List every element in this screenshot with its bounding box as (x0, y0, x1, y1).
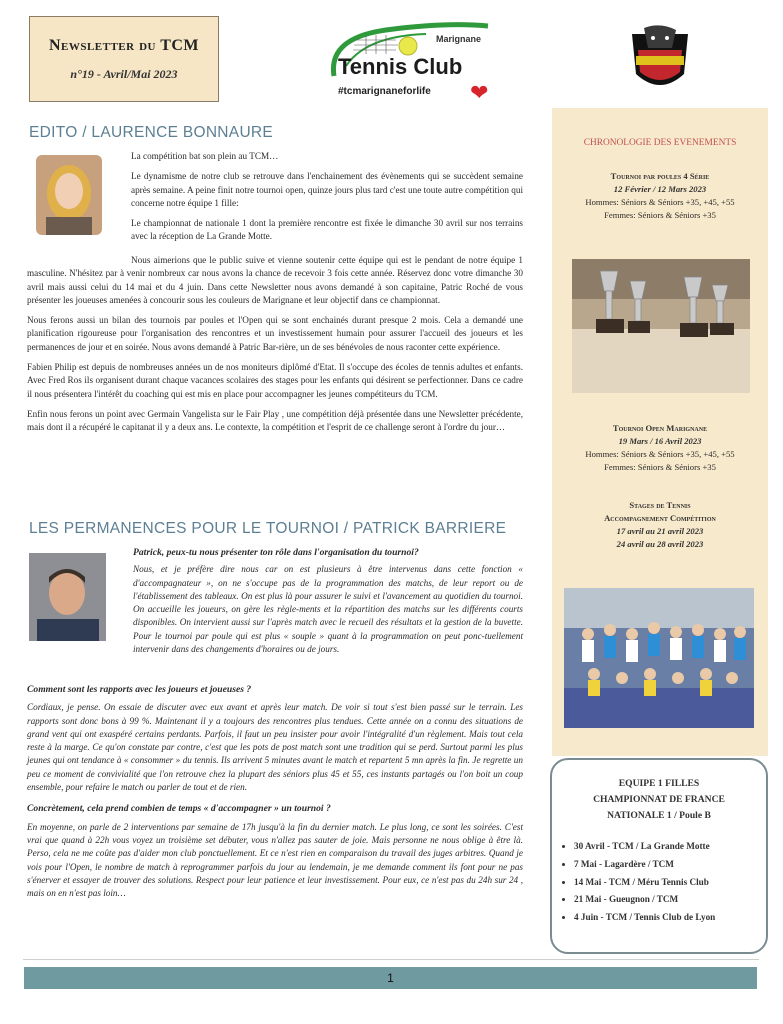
portrait-woman-icon (36, 155, 102, 235)
heart-icon: ❤ (470, 80, 489, 105)
event-pool-tournament (552, 170, 768, 222)
event-name: Accompagnement Compétition (604, 513, 716, 523)
issue-number: n°19 - Avril/Mai 2023 (70, 67, 178, 81)
team-schedule-box (550, 758, 768, 954)
match-item: • 21 Mai - Gueugnon / TCM (574, 891, 766, 909)
edito-body (27, 254, 523, 442)
team-schedule-heading (552, 776, 766, 824)
interview-body (27, 683, 523, 907)
event-categories: Femmes: Séniors & Séniors +35 (604, 462, 716, 472)
edito-paragraph: Le championnat de nationale 1 dont la première rencontre est fixée le dimanche 30 avril sur nos terrains avec la réception de La Grande Motte. (131, 218, 523, 242)
match-list (552, 838, 766, 927)
club-hashtag: #tcmarignaneforlife (338, 86, 431, 97)
interview-question: Concrètement, cela prend combien de temps « d'accompagner » un tournoi ? (27, 803, 331, 815)
interview-answer: Nous, et je préfère dire nous car on est plusieurs à être intervenus dans cette fonction « d'accompagnateur », on ne s'occupe pas de la programmation des matchs, de leur report ou de l'établissement des tableaux. On est plus là pour assurer le suivi et l'avancement au quotidien du tournoi. On accueille les joueurs, on gère les règle-ments et la répartition des matchs sur les différents courts disponibles. On intervient aussi sur l'après match avec le recueil des résultats et la gestion de la buvette. Pour le tournoi par poule qui est plus « souple » quant à la programmation on peut ponc-tuellement intervenir dans des changements d'horaires ou de jours. (133, 564, 523, 655)
interview-question: Patrick, peux-tu nous présenter ton rôle dans l'organisation du tournoi? (133, 547, 419, 558)
interview-answer: En moyenne, on parle de 2 interventions par semaine de 17h jusqu'à la fin du dernier match. Le plus long, ce sont les soirées. C'est vrai que quand à 22h vous voyez un troisième set débuter, vous n'allez pas sauter de joie. Mais personne ne nous oblige à être là. Perso, cela ne me coûte pas d'aider mon club ponctuellement. Et ce n'est rien en comparaison du travail des juges arbitres. Quand je vois pour l'Open, le nombre de match à reprogrammer parfois du jour au lendemain, je me demande comment ils font pour ne pas s'énerver et essayer de trouver des solutions. Respect pour leur patience et leur investissement. Pour eux, ce n'est pas du 24h sur 24 , mais on en n'est pas loin… (27, 821, 523, 899)
interview-answer: Cordiaux, je pense. On essaie de discuter avec eux avant et après leur match. De voir si tout s'est bien passé sur le terrain. Les rapports sont donc bons à 99 %. Maintenant il y a toujours des rencontres plus tendues. Cette année on a connu des situations de grand vent qui ont exaspéré certains perdants. Parfois, il faut un peu insister pour avoir l'intégralité d'un règlement. Mais tout cela reste à la marge. Ce qu'on constate par contre, c'est que les pots de post match sont une tradition qui se perd. Surtout parmi les plus jeunes qui ont tendance à « consommer » du tennis. Ils arrivent 5 minutes avant le match et repartent 5 mn après la fin. Je regrette un peu ce moment de convivialité que l'on retrouve chez la plupart des séniors plus 45 et 55, ces instants partagés ou l'on boit un coup ensemble, pour refaire le match ou parler de tout et de rien. (27, 702, 523, 793)
championship-name: CHAMPIONNAT DE FRANCE (593, 794, 725, 805)
championship-pool: NATIONALE 1 / Poule B (607, 810, 711, 821)
trophies-icon (572, 259, 750, 393)
event-categories: Hommes: Séniors & Séniors +35, +45, +55 (585, 449, 735, 459)
edito-paragraph: Enfin nous ferons un point avec Germain Vangelista sur le Fair Play , une compétition déjà présentée dans une Newsletter précédente, mais dont il a récupéré le capitanat il y a deux ans. Le contexte, la compétition et l'esprit de ce challenge seront à l'ordre du jour… (27, 408, 523, 433)
event-name: Tournoi par poules 4 Série (610, 171, 710, 181)
team-name: EQUIPE 1 FILLES (618, 778, 700, 789)
newsletter-title: Newsletter du TCM (48, 37, 200, 54)
portrait-man-icon (29, 553, 106, 641)
event-categories: Femmes: Séniors & Séniors +35 (604, 210, 716, 220)
event-tennis-camps (552, 499, 768, 551)
event-dates: 19 Mars / 16 Avril 2023 (618, 436, 702, 446)
page-footer (24, 967, 757, 989)
event-dates: 17 avril au 21 avril 2023 (616, 526, 704, 536)
edito-paragraph: La compétition bat son plein au TCM… (131, 151, 279, 161)
match-item: • 4 Juin - TCM / Tennis Club de Lyon (574, 909, 766, 927)
newsletter-masthead (29, 16, 219, 102)
event-name: Tournoi Open Marignane (612, 423, 708, 433)
events-sidebar (552, 108, 768, 756)
interview-intro (133, 546, 523, 663)
event-dates: 12 Février / 12 Mars 2023 (613, 184, 707, 194)
permanences-heading: LES PERMANENCES POUR LE TOURNOI / PATRICK BARRIERE (29, 520, 507, 537)
patrick-photo (29, 553, 106, 641)
interview-question: Comment sont les rapports avec les joueurs et joueuses ? (27, 684, 252, 695)
sidebar-title: CHRONOLOGIE DES EVENEMENTS (583, 138, 737, 148)
event-dates: 24 avril au 28 avril 2023 (616, 539, 704, 549)
club-city: Marignane (436, 34, 482, 44)
edito-paragraph: Nous ferons aussi un bilan des tournois par poules et l'Open qui se sont enchainés durant presque 2 mois. Cela a demandé une planification rigoureuse pour l'organisation des rencontres et un investissement humain pour assurer l'accueil des joueurs et les permanences de jour et en soirée. Nous avons demandé à Patric Bar-rière, un de ses bénévoles de nous raconter cette expérience. (27, 315, 523, 352)
kids-group-photo (564, 588, 754, 728)
edito-intro (131, 150, 523, 251)
marignane-badge-icon (626, 24, 694, 96)
edito-paragraph: Nous aimerions que le public suive et vienne soutenir cette équipe qui est le pendant de notre équipe 1 masculine. N'hésitez par à venir nombreux car nous avons la chance de recevoir 3 fois cette année. Réservez donc votre dimanche 30 avril mais aussi celui du 14 mai et du 4 juin. Dans cette Newsletter nous avons demandé à son capitaine, Patric Roché de vous présenter les joueuses amenées à concourir sous les couleurs de Marignane et leur objectif dans ce championnat. (27, 255, 523, 305)
event-name: Stages de Tennis (629, 500, 691, 510)
edito-heading: EDITO / LAURENCE BONNAURE (29, 124, 274, 141)
laurence-photo (36, 155, 102, 235)
club-name: Tennis Club (338, 54, 463, 79)
event-categories: Hommes: Séniors & Séniors +35, +45, +55 (585, 197, 735, 207)
group-photo-icon (564, 588, 754, 728)
edito-paragraph: Fabien Philip est depuis de nombreuses années un de nos moniteurs diplômé d'Etat. Il s'occupe des écoles de tennis adultes et enfants. Avec Fred Ros ils organisent durant chaque vacances scolaires des stages pour les enfants qui désirent se perfectionner. Dans ce cadre il nous présentera l'intérêt du coaching qui est mis en place pour accompagner les jeunes compétiteurs du TCM. (27, 362, 523, 399)
match-item: • 7 Mai - Lagardère / TCM (574, 856, 766, 874)
event-open-tournament (552, 422, 768, 474)
edito-paragraph: Le dynamisme de notre club se retrouve dans l'enchainement des évènements qui se succèdent semaine après semaine. A peine finit notre tournoi open, quinze jours plus tard c'est une toute autre compétition qui concerne notre équipe 1 fille: (131, 171, 523, 208)
trophies-photo (572, 259, 750, 393)
footer-divider (23, 959, 759, 960)
page-number: 1 (387, 971, 394, 985)
match-item: • 14 Mai - TCM / Méru Tennis Club (574, 874, 766, 892)
match-item: • 30 Avril - TCM / La Grande Motte (574, 838, 766, 856)
